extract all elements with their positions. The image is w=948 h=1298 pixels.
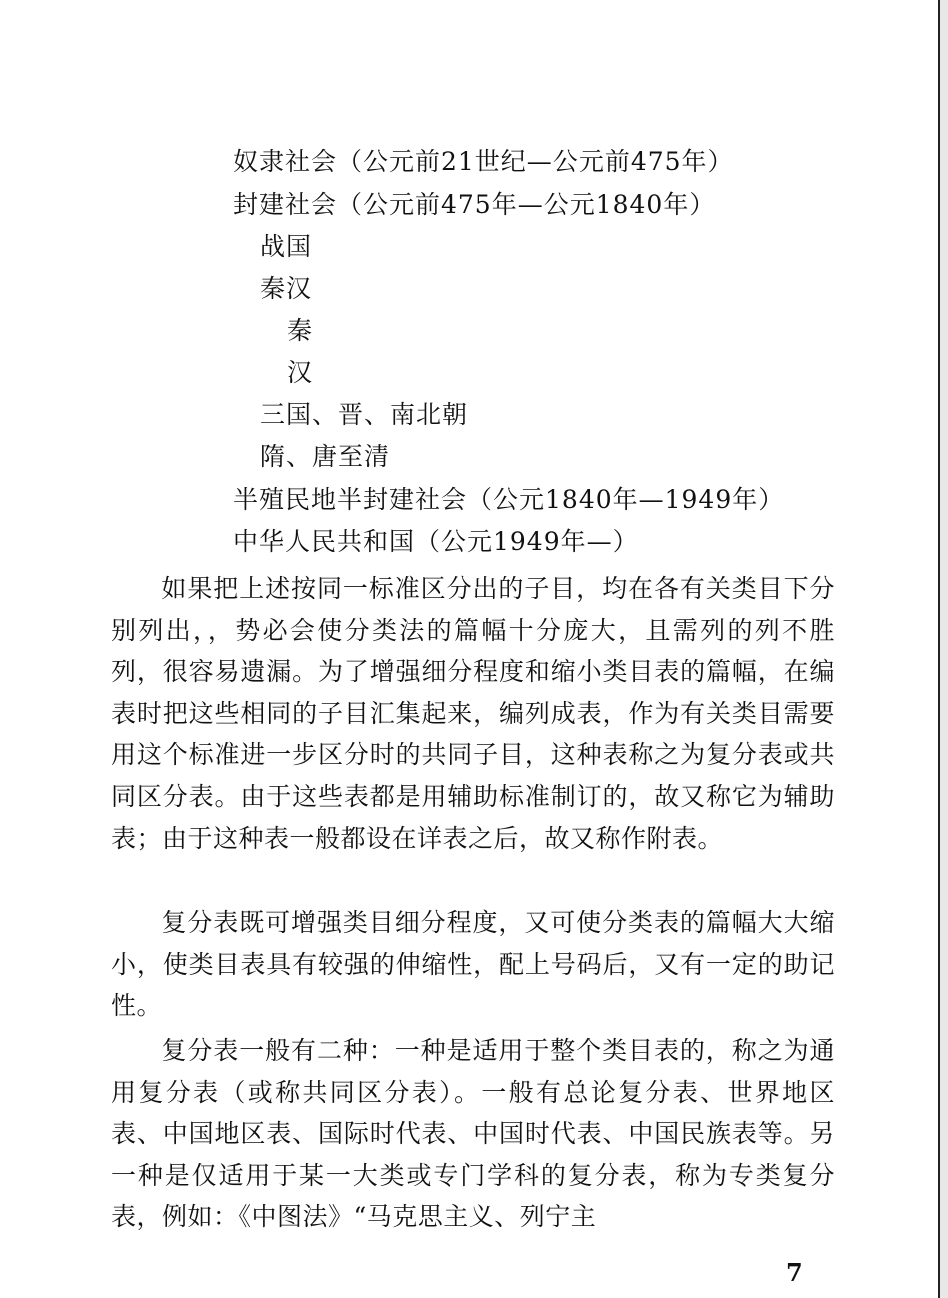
paragraph-2-text: 复分表既可增强类目细分程度，又可使分类表的篇幅大大缩小，使类目表具有较强的伸缩性，配上号码后，又有一定的助记性。: [111, 908, 835, 1021]
outline-item-warring-states: 战国: [260, 232, 313, 261]
outline-item-three-kingdoms: 三国、晋、南北朝: [260, 400, 469, 429]
paragraph-1: [111, 568, 835, 859]
outline-item-prc: 中华人民共和国（公元1949年—）: [233, 527, 639, 556]
outline-item-qin: 秦: [287, 316, 314, 345]
paragraph-3: [111, 1030, 835, 1238]
outline-item-feudal-society: 封建社会（公元前475年—公元1840年）: [233, 190, 716, 219]
scan-edge: [938, 0, 948, 1298]
page-number: 7: [786, 1258, 803, 1287]
outline-item-qin-han: 秦汉: [260, 274, 313, 303]
outline-item-semi-colonial: 半殖民地半封建社会（公元1840年—1949年）: [233, 485, 785, 514]
paragraph-3-text: 复分表一般有二种：一种是适用于整个类目表的，称之为通用复分表（或称共同区分表）。一般有总论复分表、世界地区表、中国地区表、国际时代表、中国时代表、中国民族表等。另一种是仅适用于某一大类或专门学科的复分表，称为专类复分表，例如：《中图法》“马克思主义、列宁主: [111, 1036, 835, 1232]
paragraph-2: [111, 902, 835, 1027]
outline-item-sui-tang-qing: 隋、唐至清: [260, 442, 391, 471]
outline-item-slave-society: 奴隶社会（公元前21世纪—公元前475年）: [233, 147, 734, 176]
outline-item-han: 汉: [287, 358, 314, 387]
paragraph-1-text: 如果把上述按同一标准区分出的子目，均在各有关类目下分别列出，，势必会使分类法的篇幅十分庞大，且需列的列不胜列，很容易遗漏。为了增强细分程度和缩小类目表的篇幅，在编表时把这些相同的子目汇集起来，编列成表，作为有关类目需要用这个标准进一步区分时的共同子目，这种表称之为复分表或共同区分表。由于这些表都是用辅助标准制订的，故又称它为辅助表；由于这种表一般都设在详表之后，故又称作附表。: [111, 574, 835, 853]
